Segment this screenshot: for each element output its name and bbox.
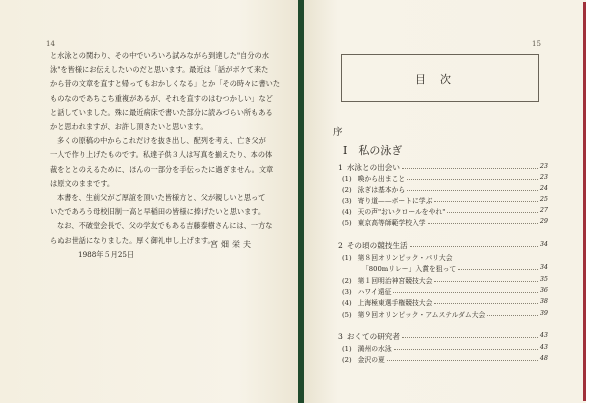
toc-entry-label — [342, 195, 432, 205]
toc-entry-number: (2) — [342, 186, 352, 194]
toc-entry-label — [342, 309, 485, 319]
toc-entry-title: 第１回明治神宮競技大会 — [357, 277, 433, 285]
toc-entry-number: (4) — [342, 208, 352, 216]
toc-entry-number: 1 — [338, 163, 343, 172]
toc-section-entry[interactable] — [338, 275, 548, 286]
toc-leader-dots — [410, 246, 538, 247]
toc-entry-title: 「800mリレー」入賞を狙って — [362, 265, 457, 273]
toc-entry-number: (3) — [342, 197, 352, 205]
toc-entry-number: (4) — [342, 299, 352, 307]
toc-section-entry[interactable] — [338, 184, 548, 195]
toc-page-number: 35 — [539, 275, 548, 283]
toc-leader-dots — [434, 201, 537, 202]
toc-entry-title: 天の声"おいクロールをやれ" — [357, 208, 446, 216]
toc-entry-title: 喚から出まこと — [357, 175, 406, 183]
toc-leader-dots — [402, 337, 538, 338]
toc-chapter-entry[interactable] — [338, 240, 548, 251]
preface-entry: 序 — [333, 127, 343, 138]
toc-entry-number: (3) — [342, 288, 352, 296]
toc-section-entry[interactable] — [338, 354, 548, 365]
toc-entry-title: 泳ぎは基本から — [357, 186, 406, 194]
toc-entry-number: 3 — [338, 332, 343, 341]
toc-chapter-entry[interactable] — [338, 162, 548, 173]
toc-entry-title: 東京高等師範学校入学 — [357, 219, 426, 227]
toc-page-number: 39 — [539, 309, 548, 317]
toc-entry-title: ハワイ遠征 — [357, 288, 392, 296]
toc-entry-label — [342, 343, 392, 353]
toc-page-number: 25 — [539, 195, 548, 203]
toc-leader-dots — [387, 360, 538, 361]
toc-page-number: 43 — [539, 331, 548, 339]
toc-page-number: 36 — [539, 286, 548, 294]
toc-entry-number: (5) — [342, 311, 352, 319]
preface-line: いたであろう母校旧制一高と早稲田の皆様に捧げたいと思います。 — [50, 207, 266, 217]
toc-leader-dots — [458, 269, 538, 270]
preface-line: 多くの原稿の中からこれだけを抜き出し、配列を考え、亡き父が — [57, 136, 266, 146]
toc-page-number: 29 — [539, 217, 548, 225]
toc-page-number: 48 — [539, 354, 548, 362]
toc-entry-label — [342, 252, 453, 262]
toc-entry-number: (1) — [342, 175, 352, 183]
toc-entry-label — [342, 217, 426, 227]
preface-line: ものなのであちこち重複があるが、それを直すのはむつかしい」など — [50, 93, 273, 103]
toc-entry-title: おくての研究者 — [346, 332, 400, 341]
preface-line: から昔の文章を直すと帰ってもおかしくなる」とか「その時々に書いた — [50, 79, 281, 89]
toc-entry-number: (1) — [342, 345, 352, 353]
preface-date: 1988年５月25日 — [78, 249, 135, 259]
toc-section-entry[interactable] — [338, 297, 548, 308]
toc-entry-label — [342, 275, 432, 285]
toc-section-entry[interactable] — [338, 195, 548, 206]
preface-line: と話していました。殊に最近病床で書いた部分に読みづらい所もある — [50, 107, 273, 117]
toc-leader-dots — [434, 281, 537, 282]
toc-leader-dots — [434, 303, 537, 304]
toc-page-number: 43 — [539, 343, 548, 351]
preface-line: かと思われますが、お許し頂きたいと思います。 — [50, 122, 208, 132]
toc-leader-dots — [407, 190, 538, 191]
toc-page-number: 38 — [539, 297, 548, 305]
toc-page-number: 24 — [539, 184, 548, 192]
toc-entry-label — [342, 297, 432, 307]
toc-title-box — [341, 54, 539, 102]
toc-entry-number: (2) — [342, 277, 352, 285]
toc-entry-label — [342, 354, 385, 364]
author-name: 宮畑栄夫 — [210, 240, 254, 249]
toc-entry-number: 2 — [338, 241, 343, 250]
toc-entry-title: 寄り道——ボートに学ぶ — [357, 197, 433, 205]
image-border — [586, 0, 600, 403]
toc-section-entry[interactable] — [338, 173, 548, 184]
left-page — [0, 0, 299, 403]
toc-leader-dots — [394, 349, 538, 350]
toc-entry-title: 水泳との出会い — [346, 163, 400, 172]
preface-line: は原文のままです。 — [50, 178, 115, 188]
toc-entry-title: 金沢の夏 — [357, 356, 385, 364]
toc-entry-title: 第９回オリンピック・アムステルダム大会 — [357, 311, 486, 319]
toc-entry-title: その頃の競技生活 — [346, 241, 408, 250]
toc-section-entry[interactable] — [338, 309, 548, 320]
preface-line: らぬお世話になりました。厚く御礼申し上げます。 — [50, 235, 215, 245]
left-page-number: 14 — [46, 40, 55, 48]
toc-entry-label — [362, 263, 456, 273]
toc-entry-label — [342, 173, 405, 183]
toc-page-number: 34 — [539, 263, 548, 271]
toc-section-entry[interactable] — [338, 217, 548, 228]
toc-entry-number: (2) — [342, 356, 352, 364]
preface-line: なお、不破堂会長で、父の学友でもある吉藤泰樹さんには、一方な — [57, 221, 273, 231]
preface-line: 裁をととのえるために、ほんの一部分を手伝ったに過ぎません。文章 — [50, 164, 274, 174]
toc-entry-label — [342, 184, 405, 194]
toc-page-number: 34 — [539, 240, 548, 248]
toc-entry-label — [338, 331, 400, 342]
toc-entry-title: 上海極東選手権競技大会 — [357, 299, 433, 307]
preface-line: 本書を、生前父がご厚誼を頂いた皆様方と、父が親しいと思って — [57, 193, 266, 203]
preface-line: と水泳との関わり、その中でいろいろ試みながら到達した"自分の水 — [50, 51, 269, 60]
toc-entry-title: 第８回オリンピック・パリ大会 — [357, 254, 453, 262]
toc-entry-label — [338, 162, 400, 173]
toc-entry-number: (5) — [342, 219, 352, 227]
toc-page-number: 27 — [539, 206, 548, 214]
toc-section-entry[interactable] — [338, 263, 548, 274]
toc-page-number: 23 — [539, 162, 548, 170]
toc-leader-dots — [428, 223, 538, 224]
part-heading: I 私の泳ぎ — [343, 144, 403, 157]
toc-entry-title: 満州の水泳 — [357, 345, 392, 353]
toc-entry-label — [338, 240, 408, 251]
toc-entry-label — [342, 286, 391, 296]
toc-leader-dots — [393, 292, 537, 293]
toc-leader-dots — [407, 179, 538, 180]
preface-line: 泳"を皆様にお伝えしたいのだと思います。最近は「話がボケて来た — [50, 65, 269, 75]
toc-leader-dots — [487, 315, 538, 316]
toc-section-entry[interactable] — [338, 286, 548, 297]
toc-section-entry[interactable] — [338, 206, 548, 217]
preface-line: 一人で作り上げたものです。私達子供３人は写真を揃えたり、本の体 — [50, 150, 273, 160]
toc-leader-dots — [402, 168, 538, 169]
right-page-number: 15 — [532, 40, 541, 48]
toc-section-entry[interactable] — [338, 343, 548, 354]
toc-page-number: 23 — [539, 173, 548, 181]
toc-entry-label — [342, 206, 445, 216]
preface-text — [50, 49, 282, 262]
toc-section-entry[interactable] — [338, 252, 548, 263]
toc-leader-dots — [447, 212, 538, 213]
toc-entry-number: (1) — [342, 254, 352, 262]
toc-chapter-entry[interactable] — [338, 331, 548, 342]
toc-title: 目次 — [415, 73, 465, 86]
